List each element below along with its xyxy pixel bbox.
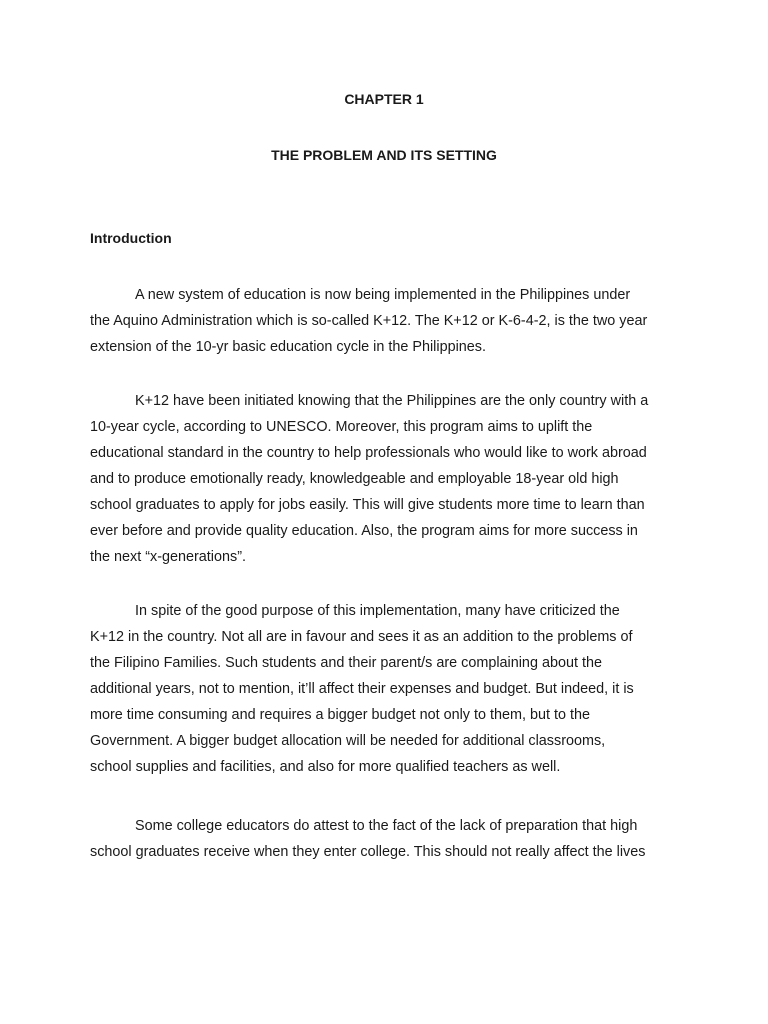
paragraph-line: Government. A bigger budget allocation will be needed for additional classrooms, [90, 733, 606, 749]
paragraph-line: and to produce emotionally ready, knowledgeable and employable 18-year old high [90, 471, 619, 487]
chapter-title: THE PROBLEM AND ITS SETTING [271, 147, 497, 163]
paragraph-line: 10-year cycle, according to UNESCO. Moreover, this program aims to uplift the [90, 419, 593, 435]
paragraph-line: school graduates receive when they enter college. This should not really affect the lives [90, 844, 646, 860]
paragraph-line: educational standard in the country to help professionals who would like to work abroad [90, 445, 647, 461]
paragraph-line: school supplies and facilities, and also for more qualified teachers as well. [90, 759, 561, 775]
paragraph [90, 388, 690, 570]
paragraph-line: ever before and provide quality education. Also, the program aims for more success in [90, 523, 638, 539]
paragraph-line: K+12 in the country. Not all are in favour and sees it as an addition to the problems of [90, 629, 633, 645]
paragraph-line: In spite of the good purpose of this implementation, many have criticized the [135, 603, 620, 619]
paragraph [90, 282, 690, 360]
paragraph [90, 813, 690, 865]
paragraph-line: the Filipino Families. Such students and their parent/s are complaining about the [90, 655, 602, 671]
paragraph-line: additional years, not to mention, it’ll affect their expenses and budget. But indeed, it is [90, 681, 634, 697]
paragraph-line: more time consuming and requires a bigger budget not only to them, but to the [90, 707, 590, 723]
paragraph-line: the Aquino Administration which is so-called K+12. The K+12 or K-6-4-2, is the two year [90, 313, 648, 329]
paragraph-line: extension of the 10-yr basic education cycle in the Philippines. [90, 339, 486, 355]
paragraph-line: Some college educators do attest to the fact of the lack of preparation that high [135, 818, 638, 834]
paragraph-line: the next “x-generations”. [90, 549, 246, 565]
paragraph-line: A new system of education is now being implemented in the Philippines under [135, 287, 631, 303]
paragraph-line: K+12 have been initiated knowing that the Philippines are the only country with a [135, 393, 649, 409]
chapter-label: CHAPTER 1 [344, 91, 424, 107]
paragraph [90, 598, 690, 780]
section-heading: Introduction [90, 230, 172, 246]
paragraph-line: school graduates to apply for jobs easily. This will give students more time to learn than [90, 497, 645, 513]
